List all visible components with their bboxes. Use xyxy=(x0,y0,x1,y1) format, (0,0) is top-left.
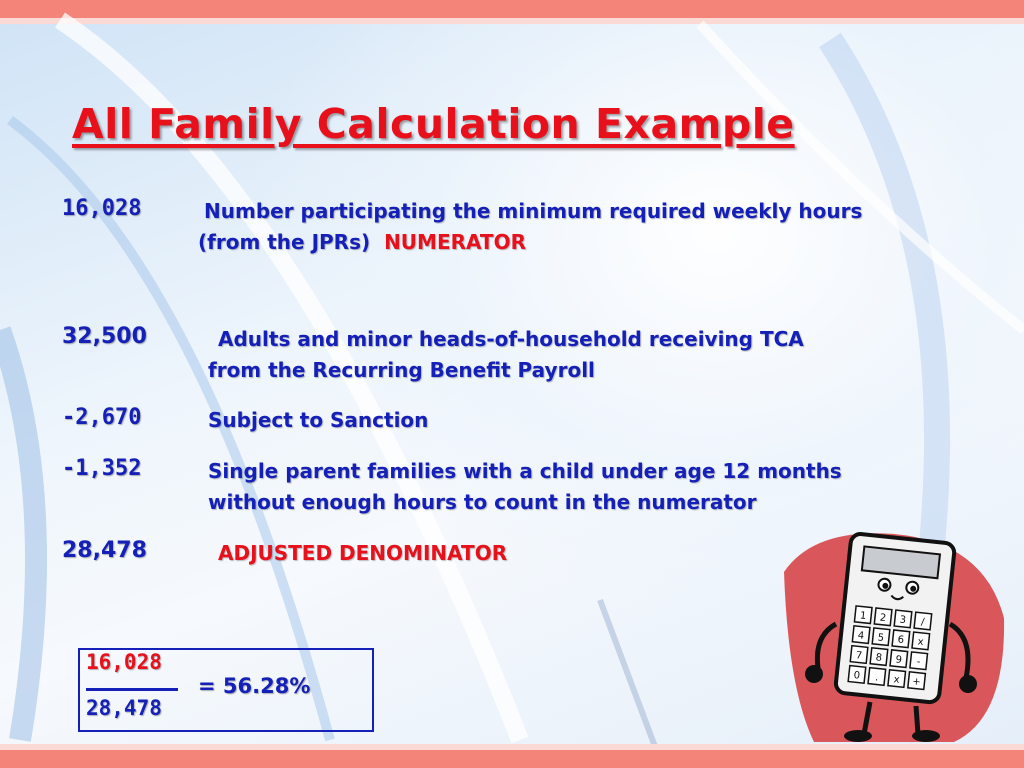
numerator-label: NUMERATOR xyxy=(384,230,526,254)
fraction-bar xyxy=(86,688,178,691)
row-description: Single parent families with a child under age 12 months xyxy=(208,459,842,483)
row-value: 32,500 xyxy=(62,324,147,349)
calculator-key-label: 6 xyxy=(897,634,905,647)
calculator-foot-left xyxy=(844,730,872,742)
row-description-line2: without enough hours to count in the numerator xyxy=(208,490,757,514)
calculator-key-label: 2 xyxy=(879,612,887,625)
calculator-foot-right xyxy=(912,730,940,742)
row-description-line2: from the Recurring Benefit Payroll xyxy=(208,358,595,382)
row-value: -2,670 xyxy=(62,405,142,430)
row-description: Number participating the minimum required weekly hours xyxy=(204,199,863,223)
adjusted-denominator-label: ADJUSTED DENOMINATOR xyxy=(218,541,508,565)
fraction-denominator: 28,478 xyxy=(86,696,162,720)
calculator-key-label: / xyxy=(920,616,925,629)
calculator-clipart xyxy=(784,528,1006,744)
calculator-key-label: 7 xyxy=(855,650,863,662)
calculator-key-label: 4 xyxy=(857,630,865,642)
calculator-hand-left xyxy=(805,665,823,683)
calculator-hand-right xyxy=(959,675,977,693)
calculator-leg-right xyxy=(916,706,918,734)
row-value: 16,028 xyxy=(62,196,142,221)
calculator-key-label: 5 xyxy=(877,632,885,644)
calculator-key-label: 8 xyxy=(875,652,883,664)
calculator-key-label: x xyxy=(893,674,901,686)
row-value: -1,352 xyxy=(62,456,142,481)
fraction-numerator: 16,028 xyxy=(86,650,162,674)
calculator-key-label: 9 xyxy=(894,654,903,666)
row-description-line2 xyxy=(198,227,526,258)
calculator-key-label: 3 xyxy=(899,614,907,627)
calculator-key-label: . xyxy=(874,672,879,684)
row-value: 28,478 xyxy=(62,538,147,563)
fraction-result: = 56.28% xyxy=(198,674,311,698)
bottom-band xyxy=(0,750,1024,768)
row-source: (from the JPRs) xyxy=(198,230,371,254)
calculator-key-label: + xyxy=(911,676,922,689)
slide-title: All Family Calculation Example xyxy=(72,100,795,148)
row-description: Adults and minor heads-of-household receiving TCA xyxy=(218,327,804,351)
calculator-key-label: 1 xyxy=(859,610,867,623)
row-description: Subject to Sanction xyxy=(208,408,429,432)
calculator-key-label: - xyxy=(916,656,921,668)
calculator-key-label: x xyxy=(917,636,925,649)
calculator-key-label: 0 xyxy=(853,670,861,682)
